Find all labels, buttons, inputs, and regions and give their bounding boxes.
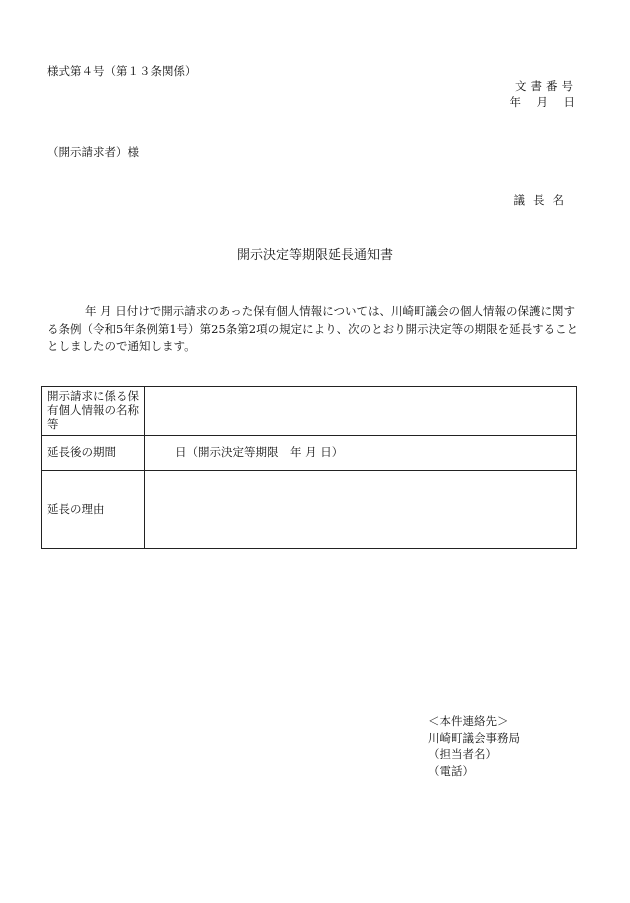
table-value-cell: 日（開示決定等期限 年 月 日） xyxy=(145,436,577,471)
table-value-cell xyxy=(145,387,577,436)
table-row xyxy=(42,387,577,436)
notice-body-text: 年 月 日付けで開示請求のあった保有個人情報については、川崎町議会の個人情報の保護に関する条例（令和5年条例第1号）第25条第2項の規定により、次のとおり開示決定等の期限を延長することとしましたので通知します。 xyxy=(47,304,579,353)
table-row xyxy=(42,471,577,549)
table-label-cell: 延長後の期間 xyxy=(42,436,145,471)
contact-office: 川崎町議会事務局 xyxy=(428,730,520,745)
table-label-cell: 開示請求に係る保有個人情報の名称等 xyxy=(42,387,145,436)
contact-person: （担当者名） xyxy=(428,747,497,761)
recipient-name: （開示請求者）様 xyxy=(47,145,139,159)
contact-info xyxy=(428,713,520,779)
table-label-cell: 延長の理由 xyxy=(42,471,145,549)
contact-heading: ＜本件連絡先＞ xyxy=(428,714,509,728)
table-row xyxy=(42,436,577,471)
form-number: 様式第４号（第１３条関係） xyxy=(47,64,197,78)
document-title: 開示決定等期限延長通知書 xyxy=(236,248,393,263)
document-meta xyxy=(510,80,578,112)
document-number-label: 文書番号 xyxy=(515,79,577,93)
extension-details-table xyxy=(41,386,577,549)
table-value-cell xyxy=(145,471,577,549)
contact-phone: （電話） xyxy=(428,763,474,778)
sender-name: 議長名 xyxy=(513,193,572,207)
issue-date-label: 年 月 日 xyxy=(509,95,577,109)
